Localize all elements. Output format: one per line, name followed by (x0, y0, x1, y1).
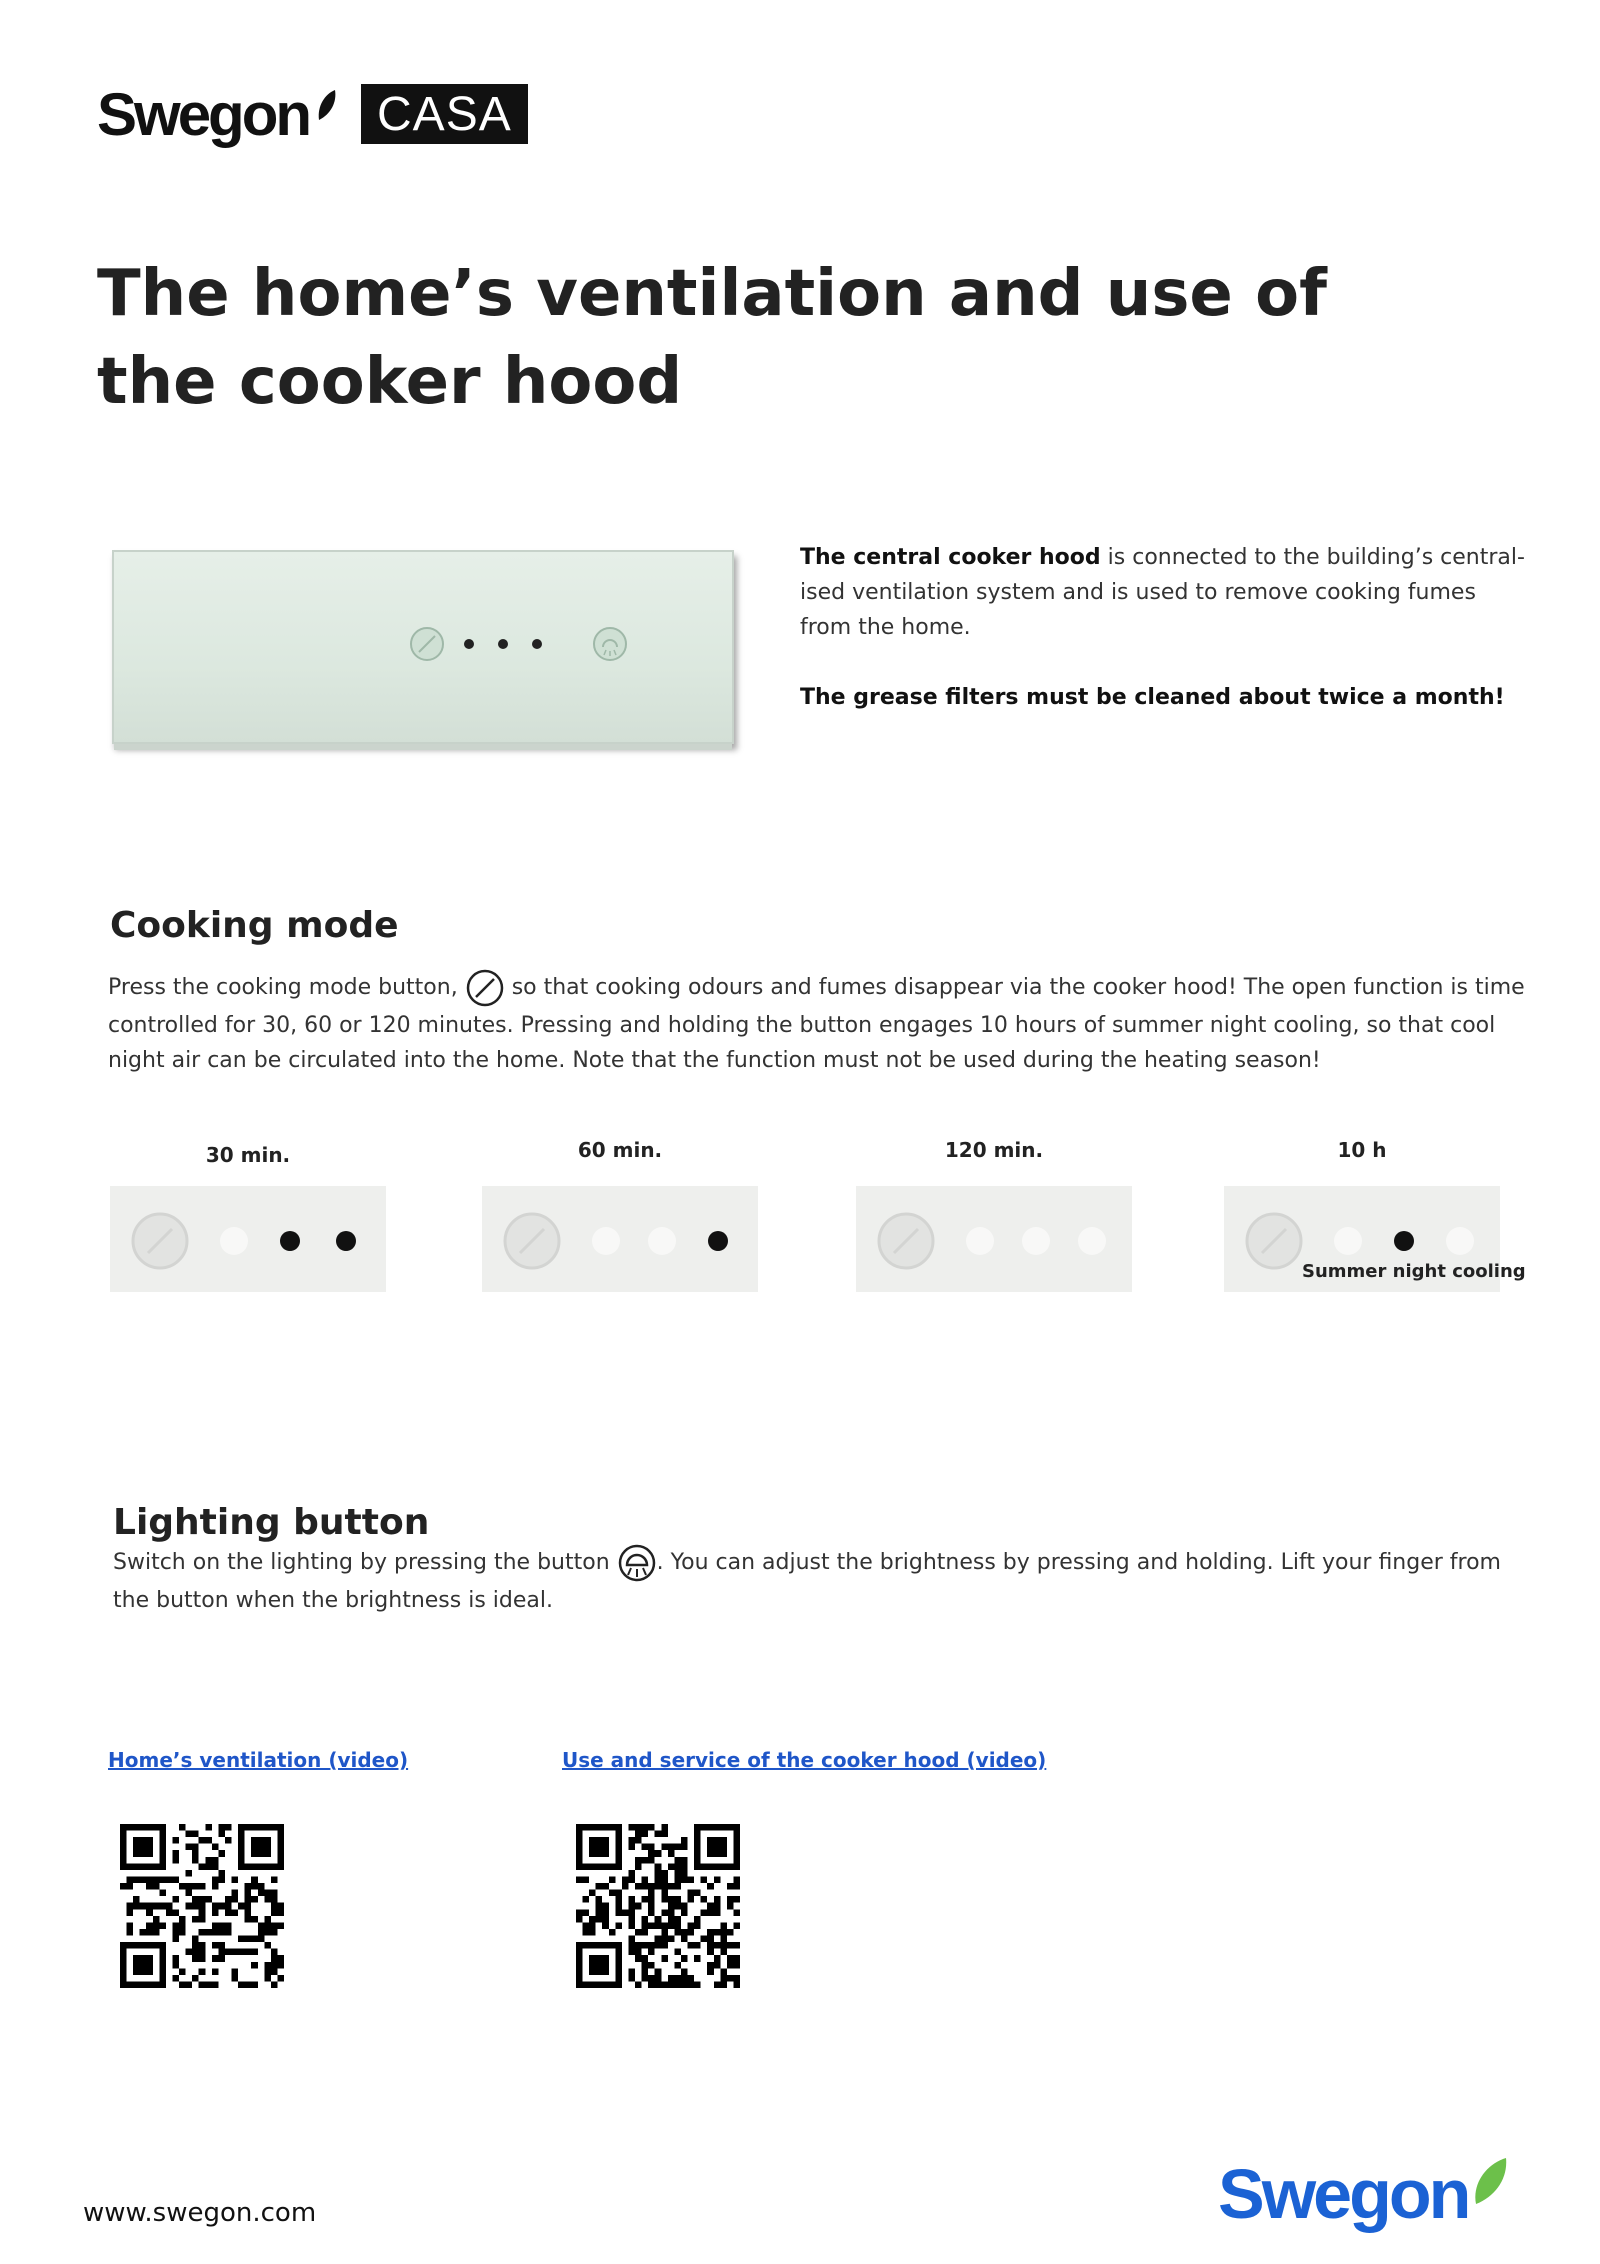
panel-display (856, 1186, 1132, 1292)
lighting-text-part-1: Switch on the lighting by pressing the button (113, 1550, 617, 1575)
indicator-dot-lit (336, 1231, 356, 1251)
link-cooker-hood-service-video[interactable]: Use and service of the cooker hood (video) (562, 1748, 1047, 1772)
link-home-ventilation-video[interactable]: Home’s ventilation (video) (108, 1748, 409, 1772)
footer-logo (1218, 2154, 1510, 2234)
indicator-dot (464, 639, 474, 649)
cooking-mode-icon (879, 1214, 933, 1268)
indicator-dot-off (592, 1227, 620, 1255)
lighting-button-icon (617, 1543, 657, 1583)
indicator-dot-lit (280, 1231, 300, 1251)
footer-url: www.swegon.com (83, 2198, 317, 2228)
indicator-dot-off (1022, 1227, 1050, 1255)
intro-rest: is connected to the building’s central-ised ventilation system and is used to remove cooking fumes from the home. (800, 545, 1525, 640)
intro-bold-lead: The central cooker hood (800, 545, 1101, 570)
lighting-text-part-2: . You can adjust the brightness by pressing and holding. Lift your finger from the button when the brightness is ideal. (113, 1550, 1501, 1613)
grease-filter-note: The grease filters must be cleaned about twice a month! (800, 685, 1505, 710)
leaf-icon (1470, 2154, 1510, 2210)
panel-label: 30 min. (205, 1143, 291, 1167)
indicator-dot (532, 639, 542, 649)
panel-10-h (1224, 1138, 1500, 1162)
brand-logo-text: Swegon (97, 80, 310, 148)
indicator-dot-off (1078, 1227, 1106, 1255)
lighting-heading: Lighting button (113, 1502, 430, 1543)
panel-label: 60 min. (577, 1138, 663, 1162)
indicator-dot-off (966, 1227, 994, 1255)
panel-label: 120 min. (944, 1138, 1044, 1162)
indicator-dot-off (648, 1227, 676, 1255)
panel-display (110, 1186, 386, 1292)
qr-code-home-ventilation[interactable] (120, 1824, 284, 1988)
panel-label: 10 h (1337, 1138, 1387, 1162)
leaf-icon (315, 88, 337, 122)
lighting-text (113, 1543, 1533, 1618)
hood-control-panel-graphic (114, 552, 732, 742)
panel-display (482, 1186, 758, 1292)
cooking-mode-icon (411, 628, 443, 660)
brand-sub-label: CASA (361, 84, 528, 144)
panel-60-min (482, 1138, 758, 1162)
cooking-mode-heading: Cooking mode (110, 905, 399, 946)
intro-paragraph-1 (800, 540, 1530, 645)
indicator-dot-lit (1394, 1231, 1414, 1251)
brand-header (97, 78, 528, 150)
intro-text (800, 540, 1530, 750)
cooking-mode-icon (1247, 1214, 1301, 1268)
lighting-icon (594, 628, 626, 660)
cooking-mode-text (108, 968, 1528, 1078)
indicator-dot-off (220, 1227, 248, 1255)
indicator-dot (498, 639, 508, 649)
indicator-dot-off (1446, 1227, 1474, 1255)
summer-night-cooling-label: Summer night cooling (1302, 1261, 1526, 1282)
cooking-mode-icon (505, 1214, 559, 1268)
indicator-dot-off (1334, 1227, 1362, 1255)
cooking-text-part-1: Press the cooking mode button, (108, 975, 465, 1000)
indicator-dot-lit (708, 1231, 728, 1251)
page-title: The home’s ventilation and use of the cooker hood (97, 257, 1327, 419)
cooking-mode-icon (133, 1214, 187, 1268)
footer-logo-text: Swegon (1218, 2155, 1469, 2233)
panel-120-min (856, 1138, 1132, 1162)
intro-paragraph-2 (800, 680, 1530, 715)
panel-30-min (110, 1143, 386, 1167)
cooking-mode-button-icon (465, 968, 505, 1008)
cooking-text-part-2: so that cooking odours and fumes disappear via the cooker hood! The open function is time controlled for 30, 60 or 120 minutes. Pressing and holding the button engages 10 hours of summer night cooling, so that cool night air can be circulated into the home. Note that the function must not be used during the heating season! (108, 975, 1525, 1073)
qr-code-cooker-hood-service[interactable] (576, 1824, 740, 1988)
cooker-hood-image (112, 550, 734, 744)
